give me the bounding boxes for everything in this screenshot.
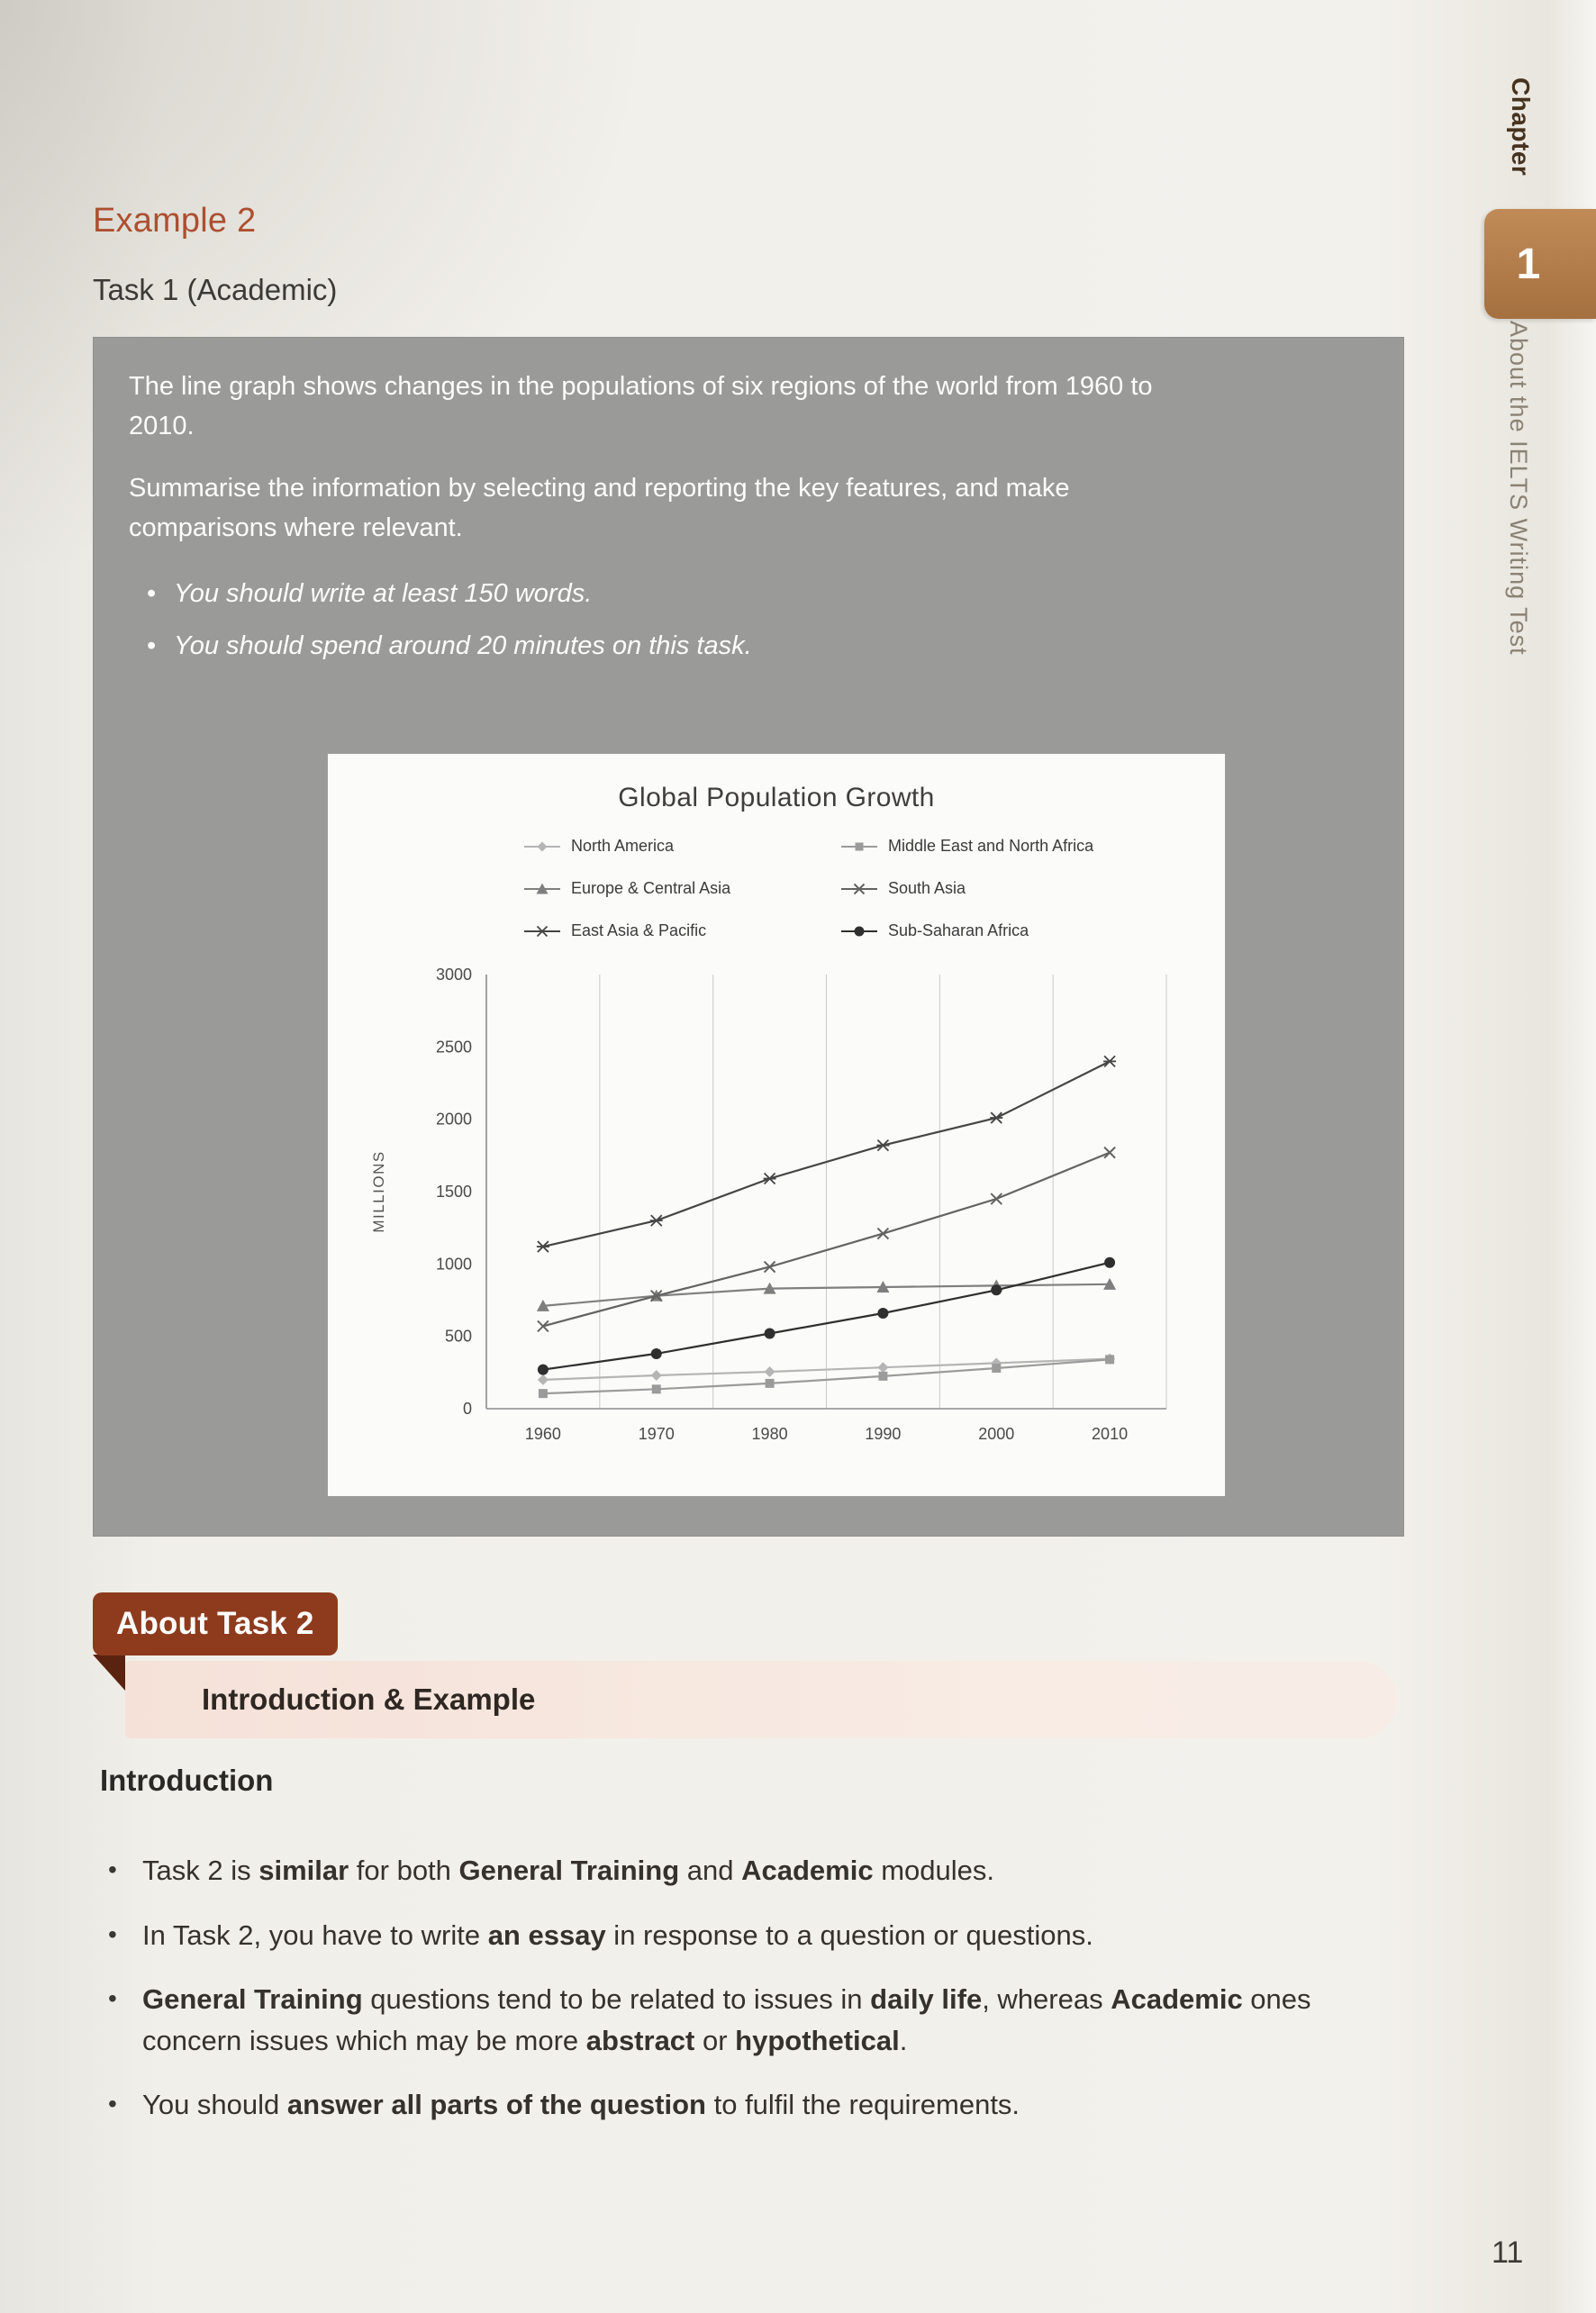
task-bullet-list xyxy=(174,575,1250,666)
section-band xyxy=(125,1661,1397,1738)
page-number: 11 xyxy=(1492,2236,1524,2270)
about-task-2-badge xyxy=(93,1592,338,1655)
task-paragraph-1: The line graph shows changes in the populations of six regions of the world from 1960 to 2010. xyxy=(129,372,1153,440)
population-line-chart xyxy=(351,958,1198,1463)
svg-text:2010: 2010 xyxy=(1092,1425,1129,1443)
svg-text:2000: 2000 xyxy=(978,1425,1015,1443)
svg-text:MILLIONS: MILLIONS xyxy=(370,1150,387,1233)
intro-bullet: • Task 2 is similar for both General Training and Academic modules. xyxy=(106,1850,1331,1891)
about-task-2-label: About Task 2 xyxy=(116,1606,314,1641)
task-instruction-box xyxy=(93,337,1404,1537)
svg-text:1000: 1000 xyxy=(435,1255,472,1274)
intro-bullet-list xyxy=(106,1850,1331,2149)
legend-label: South Asia xyxy=(888,879,966,897)
chapter-label: Chapter xyxy=(1507,77,1535,177)
task-instruction-text xyxy=(129,367,1250,678)
intro-bullet: • General Training questions tend to be related to issues in daily life, whereas Academic ones concern issues which may be more abstract or hypothetical. xyxy=(106,1979,1331,2061)
section-band-label: Introduction & Example xyxy=(202,1683,536,1716)
task-heading: Task 1 (Academic) xyxy=(93,273,338,306)
svg-text:1960: 1960 xyxy=(524,1425,561,1443)
task-bullet: • You should spend around 20 minutes on this task. xyxy=(174,627,1250,667)
chapter-number: 1 xyxy=(1516,240,1541,288)
legend-item xyxy=(839,921,1225,940)
svg-text:2500: 2500 xyxy=(435,1038,472,1057)
legend-marker-square-icon xyxy=(839,839,879,854)
legend-item xyxy=(522,921,839,940)
svg-text:1980: 1980 xyxy=(751,1425,788,1443)
line-chart-svg xyxy=(351,958,1198,1463)
svg-text:0: 0 xyxy=(462,1400,472,1418)
legend-item xyxy=(839,879,1225,898)
svg-text:500: 500 xyxy=(444,1327,472,1346)
population-chart-panel xyxy=(327,753,1226,1497)
badge-fold xyxy=(93,1655,125,1691)
introduction-heading: Introduction xyxy=(100,1764,274,1797)
legend-marker-x-icon xyxy=(839,882,879,896)
task-bullet: • You should write at least 150 words. xyxy=(174,575,1250,614)
chapter-title-vertical: About the IELTS Writing Test xyxy=(1505,321,1532,656)
legend-marker-asterisk-icon xyxy=(522,924,562,939)
task-paragraph-2: Summarise the information by selecting and reporting the key features, and make comparisons where relevant. xyxy=(129,474,1070,542)
legend-item xyxy=(522,837,839,856)
intro-bullet: • You should answer all parts of the question to fulfil the requirements. xyxy=(106,2084,1331,2126)
svg-text:3000: 3000 xyxy=(435,966,472,984)
legend-marker-circle-filled-icon xyxy=(839,924,879,939)
svg-text:2000: 2000 xyxy=(435,1110,472,1129)
svg-text:1990: 1990 xyxy=(865,1425,902,1443)
intro-bullet: • In Task 2, you have to write an essay in response to a question or questions. xyxy=(106,1915,1331,1956)
legend-item xyxy=(522,879,839,898)
example-heading: Example 2 xyxy=(93,202,257,240)
legend-label: Europe & Central Asia xyxy=(571,879,731,897)
svg-text:1500: 1500 xyxy=(435,1183,472,1201)
chapter-number-tab xyxy=(1484,209,1596,319)
legend-label: Sub-Saharan Africa xyxy=(888,921,1029,939)
legend-marker-triangle-icon xyxy=(522,882,562,896)
legend-label: North America xyxy=(571,837,675,855)
legend-item xyxy=(839,837,1225,856)
chart-legend xyxy=(522,837,1225,940)
svg-text:1970: 1970 xyxy=(638,1425,675,1443)
chart-title: Global Population Growth xyxy=(618,783,935,812)
legend-label: Middle East and North Africa xyxy=(888,837,1094,855)
legend-marker-diamond-icon xyxy=(522,839,562,854)
legend-label: East Asia & Pacific xyxy=(571,921,707,939)
